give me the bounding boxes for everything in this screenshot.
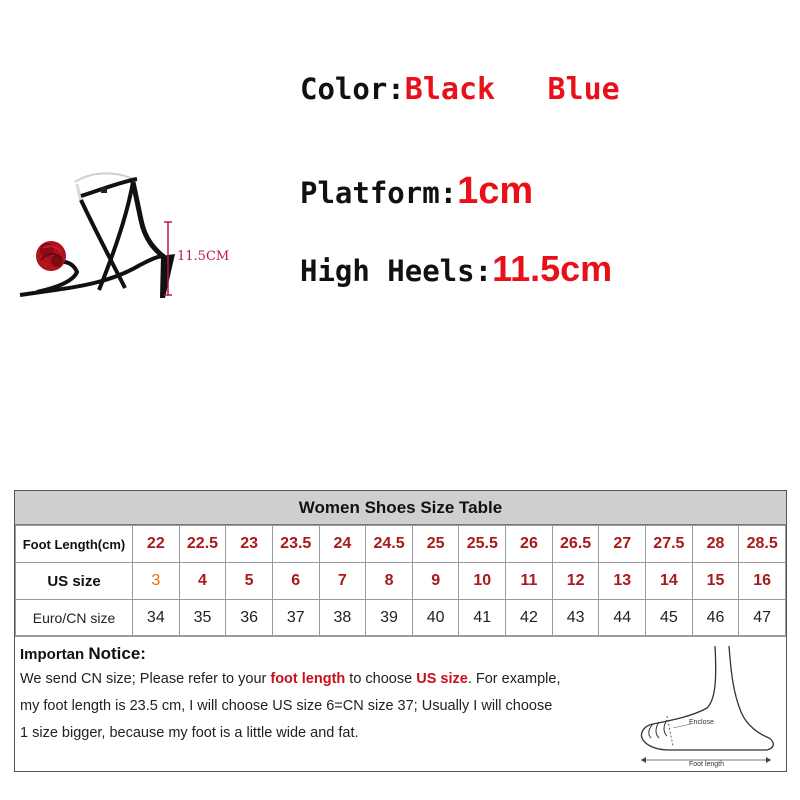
heel-height-label: 11.5CM	[177, 249, 230, 264]
table-cell: 5	[226, 563, 273, 600]
color-option-blue: Blue	[547, 72, 620, 107]
row-label-us-size: US size	[16, 563, 133, 600]
table-cell: 44	[599, 600, 646, 637]
color-label: Color:	[300, 72, 405, 106]
table-cell: 27	[599, 526, 646, 563]
notice-heading	[20, 644, 146, 664]
table-cell: 25.5	[459, 526, 506, 563]
heel-spec	[300, 248, 612, 290]
table-cell: 4	[179, 563, 226, 600]
table-cell: 41	[459, 600, 506, 637]
heel-value: 11.5cm	[492, 248, 613, 289]
notice-highlight-foot-length: foot length	[270, 671, 346, 687]
table-cell: 24.5	[366, 526, 413, 563]
notice-line: my foot length is 23.5 cm, I will choose US size 6=CN size 37; Usually I will choose	[20, 698, 553, 714]
table-cell: 39	[366, 600, 413, 637]
size-table	[14, 490, 787, 772]
table-cell: 3	[133, 563, 180, 600]
table-cell: 23	[226, 526, 273, 563]
notice-text-segment: We send CN size; Please refer to your	[20, 671, 271, 687]
table-cell: 8	[366, 563, 413, 600]
table-cell: 26.5	[552, 526, 599, 563]
table-cell: 43	[552, 600, 599, 637]
size-table-title: Women Shoes Size Table	[15, 491, 786, 525]
table-row	[16, 526, 786, 563]
shoe-image	[15, 160, 185, 305]
table-cell: 25	[412, 526, 459, 563]
sandal-illustration	[15, 160, 185, 305]
color-option-black: Black	[404, 72, 496, 107]
table-cell: 28	[692, 526, 739, 563]
rose-icon	[36, 241, 66, 271]
table-cell: 23.5	[272, 526, 319, 563]
notice-highlight-us-size: US size	[416, 671, 468, 687]
notice-line	[20, 671, 560, 687]
foot-measurement-diagram	[629, 642, 781, 770]
table-cell: 47	[739, 600, 786, 637]
table-cell: 28.5	[739, 526, 786, 563]
notice-heading-title: Notice:	[88, 644, 146, 663]
table-cell: 6	[272, 563, 319, 600]
table-cell: 16	[739, 563, 786, 600]
table-cell: 10	[459, 563, 506, 600]
color-spec	[300, 72, 620, 107]
platform-spec	[300, 170, 533, 213]
table-cell: 36	[226, 600, 273, 637]
platform-value: 1cm	[457, 170, 534, 212]
table-cell: 22	[133, 526, 180, 563]
table-cell: 9	[412, 563, 459, 600]
notice-heading-prefix: Importan	[20, 646, 85, 663]
table-cell: 46	[692, 600, 739, 637]
table-cell: 11	[506, 563, 553, 600]
table-cell: 13	[599, 563, 646, 600]
table-cell: 26	[506, 526, 553, 563]
table-cell: 24	[319, 526, 366, 563]
table-cell: 12	[552, 563, 599, 600]
notice-section	[15, 635, 786, 772]
table-cell: 42	[506, 600, 553, 637]
table-cell: 38	[319, 600, 366, 637]
notice-line: 1 size bigger, because my foot is a little wide and fat.	[20, 725, 359, 741]
row-label-euro-cn-size: Euro/CN size	[16, 600, 133, 637]
notice-text-segment: to choose	[345, 671, 417, 687]
table-cell: 45	[646, 600, 693, 637]
enclose-label: Enclose	[689, 719, 714, 726]
table-cell: 15	[692, 563, 739, 600]
table-cell: 37	[272, 600, 319, 637]
table-cell: 7	[319, 563, 366, 600]
row-label-foot-length: Foot Length(cm)	[16, 526, 133, 563]
foot-length-label: Foot length	[689, 761, 725, 768]
table-cell: 35	[179, 600, 226, 637]
table-cell: 27.5	[646, 526, 693, 563]
table-row	[16, 563, 786, 600]
table-cell: 14	[646, 563, 693, 600]
platform-label: Platform:	[300, 176, 458, 210]
table-cell: 40	[412, 600, 459, 637]
table-cell: 22.5	[179, 526, 226, 563]
size-grid	[15, 525, 786, 637]
table-row	[16, 600, 786, 637]
notice-text-segment: . For example,	[467, 671, 561, 687]
heel-label: High Heels:	[300, 254, 493, 288]
table-cell: 34	[133, 600, 180, 637]
